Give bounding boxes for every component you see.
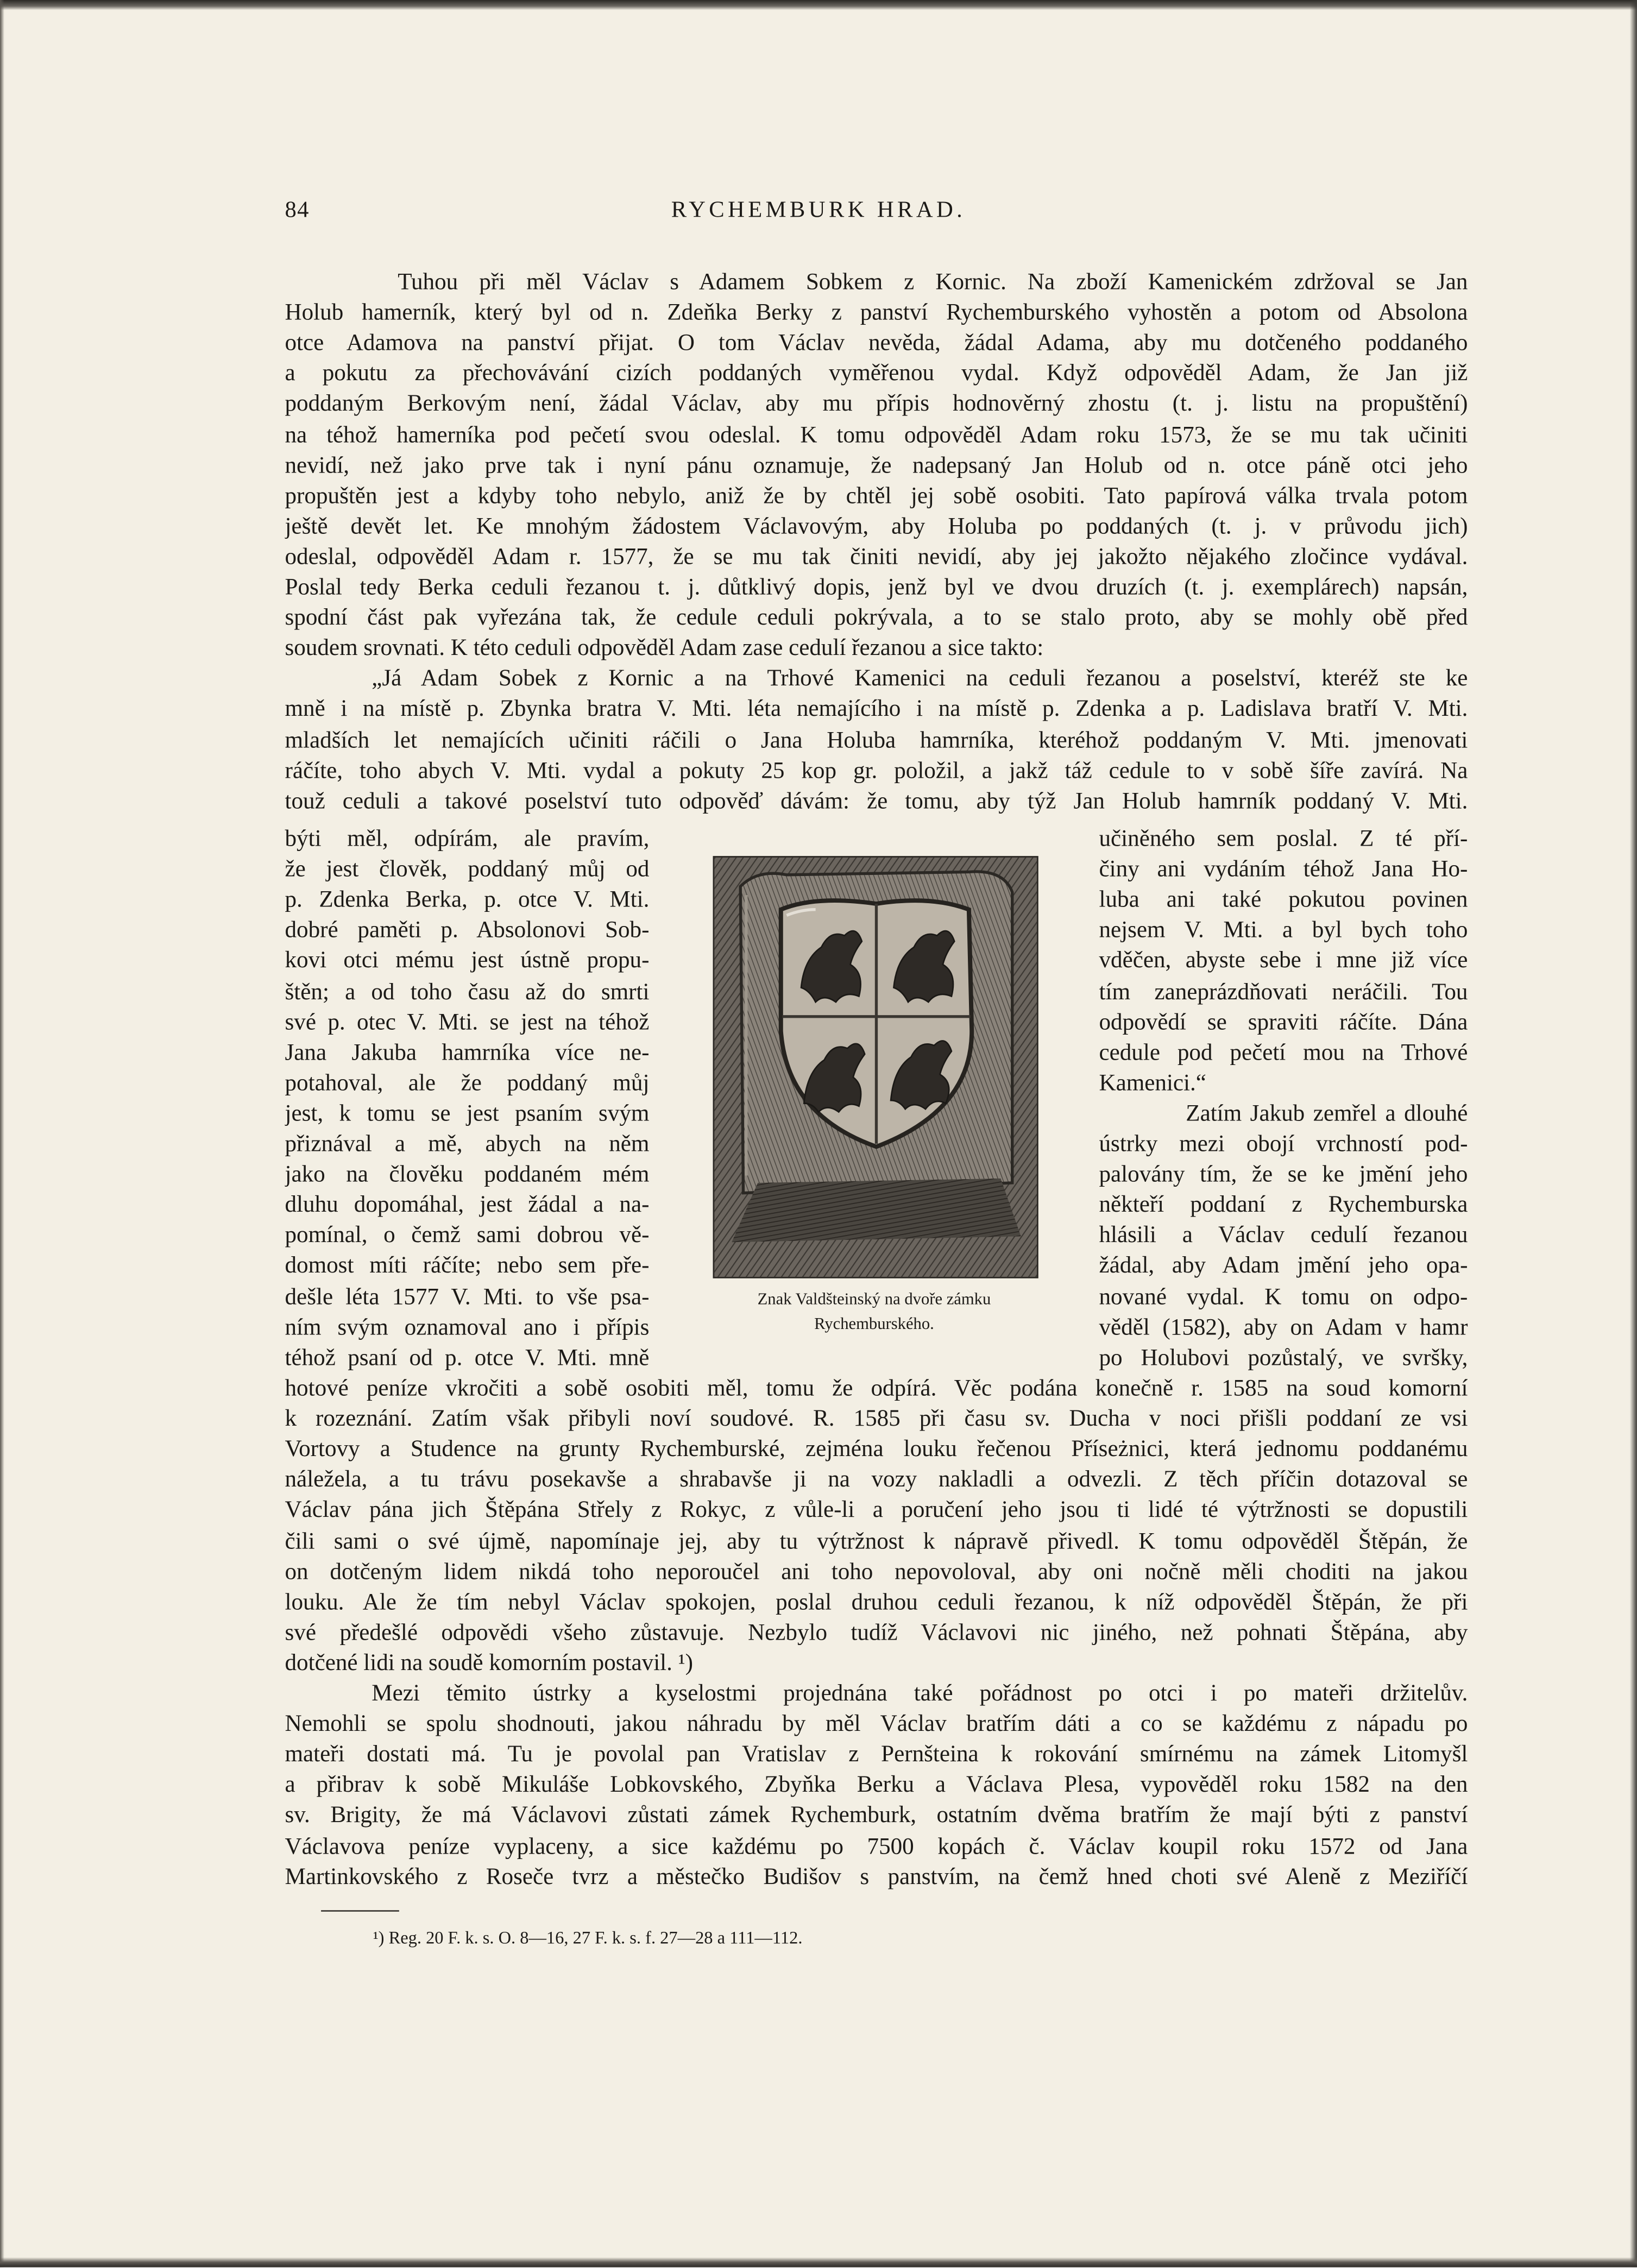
- text-line: téhož psaní od p. otce V. Mti. mně: [285, 1344, 650, 1371]
- scan-edge-right: [1630, 0, 1637, 2267]
- text-line: štěn; a od toho času až do smrti: [285, 978, 650, 1005]
- text-line: své p. otec V. Mti. se jest na téhož: [285, 1009, 650, 1035]
- text-line: býti měl, odpírám, ale pravím,: [285, 826, 650, 852]
- text-line: Poslal tedy Berka ceduli řezanou t. j. důtklivý dopis, jenž byl ve dvou druzích (t. j. exemplárech) napsán,: [285, 574, 1468, 600]
- text-line: mladších let nemajících učiniti ráčili o Jana Holuba hamrníka, kteréhož poddaným V. Mti. jmenovati: [285, 726, 1468, 753]
- text-line: pomínal, o čemž sami dobrou vě-: [285, 1222, 650, 1249]
- text-line: Kamenici.“: [1099, 1069, 1206, 1096]
- text-line: že jest člověk, poddaný můj od: [285, 856, 650, 883]
- footnote: ¹) Reg. 20 F. k. s. O. 8—16, 27 F. k. s. f. 27—28 a 111—112.: [373, 1927, 803, 1948]
- text-line: žádal, aby Adam jmění jeho opa-: [1099, 1252, 1468, 1279]
- page-number: 84: [285, 198, 310, 223]
- text-line: nejsem V. Mti. a byl bych toho: [1099, 917, 1468, 943]
- text-line: spodní část pak vyřezána tak, že cedule ceduli pokrývala, a to se stalo proto, aby se mohly obě před: [285, 604, 1468, 631]
- text-line: luba ani také pokutou povinen: [1099, 886, 1468, 913]
- text-line: přiznával a mě, abych na něm: [285, 1131, 650, 1157]
- text-line: tím zaneprázdňovati neráčili. Tou: [1099, 978, 1468, 1005]
- text-line: Martinkovského z Roseče tvrz a městečko Budišov s panstvím, na čemž hned choti své Aleně z Meziříčí: [285, 1863, 1468, 1889]
- text-line: dotčené lidi na soudě komorním postavil. ¹): [285, 1649, 694, 1676]
- text-line: hlásili a Václav cedulí řezanou: [1099, 1222, 1468, 1249]
- text-line: Václav pána jich Štěpána Střely z Rokyc, z vůle-li a poručení jeho jsou ti lidé té výtržnosti se dopustili: [285, 1497, 1468, 1523]
- text-line: své předešlé odpovědi všeho zůstavuje. Nezbylo tudíž Václavovi nic jiného, než pohnati Štěpána, aby: [285, 1619, 1468, 1646]
- text-line: otce Adamova na panství přijat. O tom Václav nevěda, žádal Adama, aby mu dotčeného poddaného: [285, 330, 1468, 356]
- text-line: dobré paměti p. Absolonovi Sob-: [285, 917, 650, 943]
- text-line: a přibrav k sobě Mikuláše Lobkovského, Zbyňka Berku a Václava Plesa, vypověděl roku 1582 na den: [285, 1772, 1468, 1798]
- text-line: k rozeznání. Zatím však přibyli noví soudové. R. 1585 při času sv. Ducha v noci přišli poddaní ze vsi: [285, 1406, 1468, 1432]
- text-line: jako na člověku poddaném mém: [285, 1161, 650, 1188]
- scan-edge-bottom: [0, 2257, 1637, 2267]
- text-line: mně i na místě p. Zbynka bratra V. Mti. léta nemajícího i na místě p. Zdenka a p. Ladislava bratří V. Mti.: [285, 696, 1468, 722]
- text-line: sv. Brigity, že má Václavovi zůstati zámek Rychemburk, ostatním dvěma bratřím že mají býti z panství: [285, 1802, 1468, 1829]
- text-line: p. Zdenka Berka, p. otce V. Mti.: [285, 886, 650, 913]
- coat-of-arms-image: [714, 858, 1037, 1277]
- running-title: RYCHEMBURK HRAD.: [671, 198, 966, 223]
- text-line: po Holubovi pozůstalý, ve svršky,: [1099, 1344, 1468, 1371]
- text-line: touž ceduli a takové poselství tuto odpověď dávám: že tomu, aby týž Jan Holub hamrník poddaný V. Mti.: [285, 788, 1468, 814]
- text-line: cedule pod pečetí mou na Trhové: [1099, 1039, 1468, 1066]
- text-line: dešle léta 1577 V. Mti. to vše psa-: [285, 1283, 650, 1309]
- text-line: on dotčeným lidem nikdá toho neporoučel ani toho nepovoloval, aby oni nočně měli choditi na jakou: [285, 1558, 1468, 1585]
- text-line: mateři dostati má. Tu je povolal pan Vratislav z Pernšteina k rokování smírnému na zámek Litomyšl: [285, 1741, 1468, 1768]
- text-line: někteří poddaní z Rychemburska: [1099, 1192, 1468, 1218]
- text-line: poddaným Berkovým není, žádal Václav, aby mu přípis hodnověrný zhostu (t. j. listu na propuštění): [285, 390, 1468, 417]
- text-line: ním svým oznamoval ano i přípis: [285, 1314, 650, 1340]
- text-line: věděl (1582), aby on Adam v hamr: [1099, 1314, 1468, 1340]
- text-line: náležela, a tu trávu posekavše a shrabavše ji na vozy nakladli a odvezli. Z těch příčin dotazoval se: [285, 1466, 1468, 1493]
- figure-caption-line-2: Rychemburského.: [814, 1315, 934, 1333]
- text-line: na téhož hamerníka pod pečetí svou odeslal. K tomu odpověděl Adam roku 1573, že se mu tak učiniti: [285, 421, 1468, 448]
- text-line: ještě devět let. Ke mnohým žádostem Václavovým, aby Holuba po poddaných (t. j. v průvodu jich): [285, 513, 1468, 539]
- figure-caption-line-1: Znak Valdšteinský na dvoře zámku: [757, 1291, 991, 1309]
- text-line: čili sami o své újmě, napomínaje jej, aby tu výtržnost k nápravě přivedl. K tomu odpověděl Štěpán, že: [285, 1527, 1468, 1554]
- text-line: Zatím Jakub zemřel a dlouhé: [1186, 1100, 1468, 1126]
- text-line: a pokutu za přechovávání cizích poddaných vyměřenou vydal. Když odpověděl Adam, že Jan již: [285, 360, 1468, 387]
- scan-edge-left: [0, 0, 4, 2267]
- text-line: kovi otci mému jest ústně propu-: [285, 947, 650, 974]
- text-line: potahoval, ale že poddaný můj: [285, 1069, 650, 1096]
- text-line: vděčen, abyste sebe i mne již více: [1099, 947, 1468, 974]
- text-line: Vortovy a Studence na grunty Rychemburské, zejména louku řečenou Příseżnici, která jednomu poddanému: [285, 1436, 1468, 1463]
- text-line: „Já Adam Sobek z Kornic a na Trhové Kamenici na ceduli řezanou a poselství, kteréž ste ke: [372, 665, 1468, 692]
- text-line: jest, k tomu se jest psaním svým: [285, 1100, 650, 1126]
- text-line: soudem srovnati. K této ceduli odpověděl Adam zase cedulí řezanou a sice takto:: [285, 635, 1044, 662]
- text-line: ústrky mezi obojí vrchností pod-: [1099, 1131, 1468, 1157]
- text-line: Jana Jakuba hamrníka více ne-: [285, 1039, 650, 1066]
- text-line: Holub hamerník, který byl od n. Zdeňka Berky z panství Rychemburského vyhostěn a potom od Absolona: [285, 299, 1468, 326]
- text-line: hotové peníze vkročiti a sobě osobiti měl, tomu že odpírá. Věc podána konečně r. 1585 na soud komorní: [285, 1375, 1468, 1401]
- text-line: činy ani vydáním téhož Jana Ho-: [1099, 856, 1468, 883]
- footnote-rule: [321, 1910, 399, 1912]
- text-line: Václavova peníze vyplaceny, a sice každému po 7500 kopách č. Václav koupil roku 1572 od Jana: [285, 1832, 1468, 1859]
- coat-of-arms-engraving: [713, 856, 1038, 1278]
- text-line: nované vydal. K tomu on odpo-: [1099, 1283, 1468, 1309]
- text-line: palovány tím, že se ke jmění jeho: [1099, 1161, 1468, 1188]
- text-line: propuštěn jest a kdyby toho nebylo, aniž že by chtěl jej sobě osobiti. Tato papírová válka trvala potom: [285, 482, 1468, 509]
- text-line: Mezi těmito ústrky a kyselostmi projednána také pořádnost po otci i po mateři držitelův.: [372, 1680, 1468, 1706]
- text-line: Nemohli se spolu shodnouti, jakou náhradu by měl Václav bratřím dáti a co se každému z nápadu po: [285, 1710, 1468, 1737]
- text-line: domost míti ráčíte; nebo sem pře-: [285, 1252, 650, 1279]
- scan-edge-top: [0, 0, 1637, 10]
- text-line: dluhu dopomáhal, jest žádal a na-: [285, 1192, 650, 1218]
- text-line: odeslal, odpověděl Adam r. 1577, že se mu tak činiti nevidí, aby jej jakožto nějakého zločince vydával.: [285, 543, 1468, 570]
- text-line: Tuhou při měl Václav s Adamem Sobkem z Kornic. Na zboží Kamenickém zdržoval se Jan: [398, 269, 1468, 295]
- text-line: učiněného sem poslal. Z té pří-: [1099, 826, 1468, 852]
- text-line: nevidí, než jako prve tak i nyní pánu oznamuje, že nadepsaný Jan Holub od n. otce páně otci jeho: [285, 452, 1468, 478]
- text-line: odpovědí se spraviti ráčíte. Dána: [1099, 1009, 1468, 1035]
- text-line: louku. Ale že tím nebyl Václav spokojen, poslal druhou ceduli řezanou, k níž odpověděl Štěpán, že při: [285, 1589, 1468, 1615]
- text-line: ráčíte, toho abych V. Mti. vydal a pokuty 25 kop gr. položil, a jakž táž cedule to v sobě šíře zavírá. Na: [285, 757, 1468, 783]
